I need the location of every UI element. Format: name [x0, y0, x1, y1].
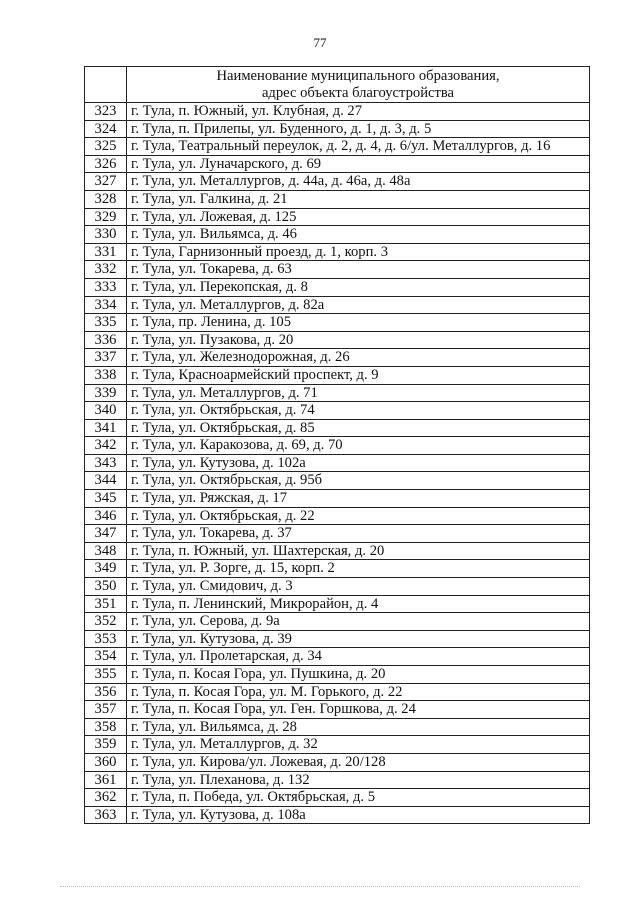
- row-number: 346: [85, 507, 127, 525]
- table-header-row: [85, 67, 590, 103]
- table-row: [85, 630, 590, 648]
- row-address: г. Тула, ул. Смидович, д. 3: [127, 578, 590, 596]
- row-number: 362: [85, 789, 127, 807]
- row-number: 323: [85, 103, 127, 121]
- row-address: г. Тула, ул. Ряжская, д. 17: [127, 490, 590, 508]
- table-row: [85, 402, 590, 420]
- table-row: [85, 243, 590, 261]
- table-row: [85, 173, 590, 191]
- table-row: [85, 806, 590, 824]
- table-row: [85, 507, 590, 525]
- row-address: г. Тула, ул. Плеханова, д. 132: [127, 771, 590, 789]
- row-address: г. Тула, п. Косая Гора, ул. Ген. Горшкова, д. 24: [127, 701, 590, 719]
- table-row: [85, 595, 590, 613]
- row-address: г. Тула, п. Ленинский, Микрорайон, д. 4: [127, 595, 590, 613]
- table-row: [85, 542, 590, 560]
- row-address: г. Тула, ул. Октябрьская, д. 74: [127, 402, 590, 420]
- row-number: 334: [85, 296, 127, 314]
- page-number: 77: [313, 35, 327, 50]
- table-row: [85, 138, 590, 156]
- table-row: [85, 666, 590, 684]
- row-address: г. Тула, Гарнизонный проезд, д. 1, корп. 3: [127, 243, 590, 261]
- header-line-2: адрес объекта благоустройства: [261, 84, 455, 101]
- row-number: 352: [85, 613, 127, 631]
- row-number: 358: [85, 718, 127, 736]
- row-number: 359: [85, 736, 127, 754]
- table-row: [85, 490, 590, 508]
- table-row: [85, 771, 590, 789]
- address-column-header: [127, 67, 590, 103]
- row-address: г. Тула, ул. Вильямса, д. 28: [127, 718, 590, 736]
- row-number: 360: [85, 753, 127, 771]
- row-number: 335: [85, 314, 127, 332]
- row-address: г. Тула, ул. Кутузова, д. 108а: [127, 806, 590, 824]
- table-row: [85, 736, 590, 754]
- table-row: [85, 155, 590, 173]
- row-address: г. Тула, п. Южный, ул. Шахтерская, д. 20: [127, 542, 590, 560]
- table-row: [85, 613, 590, 631]
- table-row: [85, 789, 590, 807]
- row-address: г. Тула, пр. Ленина, д. 105: [127, 314, 590, 332]
- table-row: [85, 366, 590, 384]
- table-row: [85, 331, 590, 349]
- row-number: 342: [85, 437, 127, 455]
- row-address: г. Тула, ул. Галкина, д. 21: [127, 190, 590, 208]
- row-address: г. Тула, ул. Металлургов, д. 32: [127, 736, 590, 754]
- row-address: г. Тула, ул. Вильямса, д. 46: [127, 226, 590, 244]
- table-row: [85, 648, 590, 666]
- row-number: 350: [85, 578, 127, 596]
- table-row: [85, 718, 590, 736]
- row-number: 341: [85, 419, 127, 437]
- table-row: [85, 437, 590, 455]
- row-number: 356: [85, 683, 127, 701]
- row-number: 353: [85, 630, 127, 648]
- table-row: [85, 314, 590, 332]
- table-body: [85, 103, 590, 824]
- table-row: [85, 683, 590, 701]
- row-address: г. Тула, ул. Каракозова, д. 69, д. 70: [127, 437, 590, 455]
- row-number: 332: [85, 261, 127, 279]
- row-number: 336: [85, 331, 127, 349]
- row-number: 331: [85, 243, 127, 261]
- row-number: 329: [85, 208, 127, 226]
- row-number: 333: [85, 278, 127, 296]
- row-address: г. Тула, ул. Кутузова, д. 39: [127, 630, 590, 648]
- row-address: г. Тула, ул. Токарева, д. 37: [127, 525, 590, 543]
- row-address: г. Тула, Красноармейский проспект, д. 9: [127, 366, 590, 384]
- row-number: 363: [85, 806, 127, 824]
- row-number: 330: [85, 226, 127, 244]
- table-row: [85, 753, 590, 771]
- row-number: 327: [85, 173, 127, 191]
- row-number: 343: [85, 454, 127, 472]
- row-number: 348: [85, 542, 127, 560]
- row-address: г. Тула, ул. Серова, д. 9а: [127, 613, 590, 631]
- row-address: г. Тула, ул. Кутузова, д. 102а: [127, 454, 590, 472]
- row-number: 357: [85, 701, 127, 719]
- row-number: 355: [85, 666, 127, 684]
- row-number: 345: [85, 490, 127, 508]
- row-number: 325: [85, 138, 127, 156]
- row-address: г. Тула, ул. Кирова/ул. Ложевая, д. 20/128: [127, 753, 590, 771]
- row-number: 338: [85, 366, 127, 384]
- row-number: 339: [85, 384, 127, 402]
- row-address: г. Тула, ул. Пролетарская, д. 34: [127, 648, 590, 666]
- table-row: [85, 226, 590, 244]
- row-address: г. Тула, ул. Луначарского, д. 69: [127, 155, 590, 173]
- table-row: [85, 208, 590, 226]
- row-number: 354: [85, 648, 127, 666]
- row-address: г. Тула, ул. Металлургов, д. 82а: [127, 296, 590, 314]
- table-row: [85, 261, 590, 279]
- row-number: 340: [85, 402, 127, 420]
- number-column-header: [85, 67, 127, 103]
- row-address: г. Тула, ул. Железнодорожная, д. 26: [127, 349, 590, 367]
- row-address: г. Тула, ул. Металлургов, д. 44а, д. 46а, д. 48а: [127, 173, 590, 191]
- row-number: 349: [85, 560, 127, 578]
- row-address: г. Тула, п. Южный, ул. Клубная, д. 27: [127, 103, 590, 121]
- table-row: [85, 472, 590, 490]
- row-address: г. Тула, ул. Октябрьская, д. 95б: [127, 472, 590, 490]
- row-address: г. Тула, ул. Ложевая, д. 125: [127, 208, 590, 226]
- table-row: [85, 349, 590, 367]
- row-address: г. Тула, ул. Пузакова, д. 20: [127, 331, 590, 349]
- address-table: [84, 66, 590, 824]
- table-row: [85, 701, 590, 719]
- table-row: [85, 560, 590, 578]
- row-number: 344: [85, 472, 127, 490]
- table-row: [85, 384, 590, 402]
- row-address: г. Тула, ул. Металлургов, д. 71: [127, 384, 590, 402]
- row-address: г. Тула, ул. Токарева, д. 63: [127, 261, 590, 279]
- table-row: [85, 296, 590, 314]
- row-number: 351: [85, 595, 127, 613]
- row-number: 324: [85, 120, 127, 138]
- table-row: [85, 578, 590, 596]
- header-line-1: Наименование муниципального образования,: [216, 67, 500, 84]
- table-row: [85, 103, 590, 121]
- row-address: г. Тула, ул. Перекопская, д. 8: [127, 278, 590, 296]
- row-number: 337: [85, 349, 127, 367]
- row-number: 328: [85, 190, 127, 208]
- row-number: 347: [85, 525, 127, 543]
- footer-scan-marks: [60, 886, 580, 889]
- row-address: г. Тула, п. Косая Гора, ул. М. Горького, д. 22: [127, 683, 590, 701]
- row-address: г. Тула, ул. Октябрьская, д. 22: [127, 507, 590, 525]
- row-number: 326: [85, 155, 127, 173]
- row-address: г. Тула, ул. Октябрьская, д. 85: [127, 419, 590, 437]
- row-address: г. Тула, п. Прилепы, ул. Буденного, д. 1, д. 3, д. 5: [127, 120, 590, 138]
- row-address: г. Тула, Театральный переулок, д. 2, д. 4, д. 6/ул. Металлургов, д. 16: [127, 138, 590, 156]
- table-row: [85, 278, 590, 296]
- table-row: [85, 525, 590, 543]
- row-address: г. Тула, п. Косая Гора, ул. Пушкина, д. 20: [127, 666, 590, 684]
- row-address: г. Тула, п. Победа, ул. Октябрьская, д. 5: [127, 789, 590, 807]
- table-row: [85, 419, 590, 437]
- table-row: [85, 454, 590, 472]
- row-address: г. Тула, ул. Р. Зорге, д. 15, корп. 2: [127, 560, 590, 578]
- table-row: [85, 190, 590, 208]
- table-row: [85, 120, 590, 138]
- row-number: 361: [85, 771, 127, 789]
